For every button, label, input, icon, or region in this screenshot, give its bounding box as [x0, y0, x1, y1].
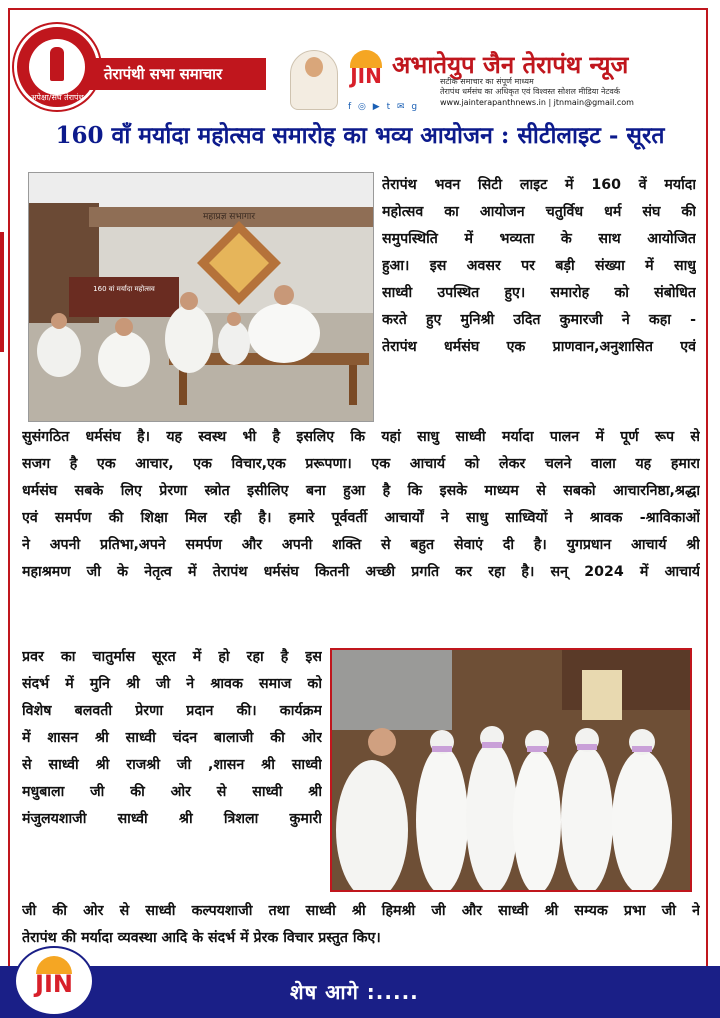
masthead	[10, 10, 710, 110]
paragraph-1: तेरापंथ भवन सिटी लाइट में 160 वें मर्यादा महोत्सव का आयोजन चतुर्विध धर्म संघ की समुपस्थिति में भव्यता के साथ आयोजित हुआ। इस अवसर पर बड़ी संख्या में साधु साध्वी उपस्थित हुए। समारोह को संबोधित करते हुए मुनिश्री उदित कुमारजी ने कहा - तेरापंथ धर्मसंघ एक प्राणवान,अनुशासित एवं	[382, 177, 696, 355]
banner-text: 160 वां मर्यादा महोत्सव	[93, 285, 155, 293]
brand-subtitle: सटीक समाचार का संपूर्ण माध्यम	[440, 77, 534, 86]
section-tag: तेरापंथी सभा समाचार	[86, 58, 266, 90]
left-accent-bar	[0, 232, 4, 352]
acharya-portrait	[290, 50, 338, 110]
email-icon[interactable]: ✉	[396, 102, 407, 112]
headline: 160 वाँ मर्यादा महोत्सव समारोह का भव्य आयोजन : सीटीलाइट - सूरत	[55, 122, 665, 149]
ceremony-stage-photo	[28, 172, 374, 422]
instagram-icon[interactable]: ◎	[358, 102, 368, 112]
youtube-icon[interactable]: ▶	[372, 102, 382, 112]
footer-jin-logo: JIN	[14, 946, 94, 1016]
event-banner	[69, 277, 179, 317]
paragraph-3: प्रवर का चातुर्मास सूरत में हो रहा है इस संदर्भ में मुनि श्री जी ने श्रावक समाज को विशेष बलवती प्रेरणा प्रदान की। कार्यक्रम में शासन श्री साध्वी चंदन बालाजी की ओर से साध्वी श्री राजश्री जी ,शासन श्री साध्वी मधुबाला जी की ओर से साध्वी श्री मंजुलयशाजी साध्वी श्री त्रिशला कुमारी	[22, 649, 322, 827]
brand-title: अभातेयुप जैन तेरापंथ न्यूज	[392, 51, 629, 79]
twitter-icon[interactable]: t	[386, 102, 393, 112]
footer-bar	[0, 966, 720, 1018]
jin-badge-logo: JIN	[344, 50, 388, 100]
website-link[interactable]: www.jainterapanthnews.in | jtnmain@gmail.com	[440, 98, 634, 107]
sadhvi-group-photo	[330, 648, 692, 892]
paragraph-4: जी की ओर से साध्वी कल्पयशाजी तथा साध्वी श्री हिमश्री जी और साध्वी श्री सम्यक प्रभा जी ने तेरापंथ की मर्यादा व्यवस्था आदि के संदर्भ में प्रेरक विचार प्रस्तुत किए।	[22, 903, 700, 946]
continued-text: शेष आगे :.....	[290, 980, 419, 1004]
facebook-icon[interactable]: f	[348, 102, 354, 112]
brand-tagline: तेरापंथ धर्मसंघ का अधिकृत एवं विश्वस्त सोशल मीडिया नेटवर्क	[440, 87, 621, 96]
logo-caption: अपेक्षा/संघ तेरापंथ	[30, 93, 84, 102]
hall-sign: महाप्रज्ञ सभागार	[202, 212, 256, 222]
google-plus-icon[interactable]: g	[411, 102, 420, 112]
paragraph-2: सुसंगठित धर्मसंघ है। यह स्वस्थ भी है इसलिए कि यहां साधु साध्वी मर्यादा पालन में पूर्ण रूप से सजग है एक आचार, एक विचार,एक प्ररूपणा। एक आचार्य को लेकर चलने वाला यह हमारा धर्मसंघ सबके लिए प्रेरणा स्त्रोत इसीलिए बना हुआ है कि इसके माध्यम से सबको आचारनिष्ठा,श्रद्धा एवं समर्पण की शिक्षा मिल रही है। हमारे पूर्ववर्ती आचार्यों ने साधु साध्वियों ने श्रावक -श्राविकाओं ने अपनी प्रतिभा,अपने समर्पण और अपनी शक्ति से बहुत सेवाएं दी है। युगप्रधान आचार्य श्री महाश्रमण जी के नेतृत्व में तेरापंथ धर्मसंघ कितनी अच्छी प्रगति कर रहा है। सन् 2024 में आचार्य	[22, 429, 700, 580]
hand-symbol-icon	[50, 47, 64, 81]
social-icons	[348, 102, 419, 112]
